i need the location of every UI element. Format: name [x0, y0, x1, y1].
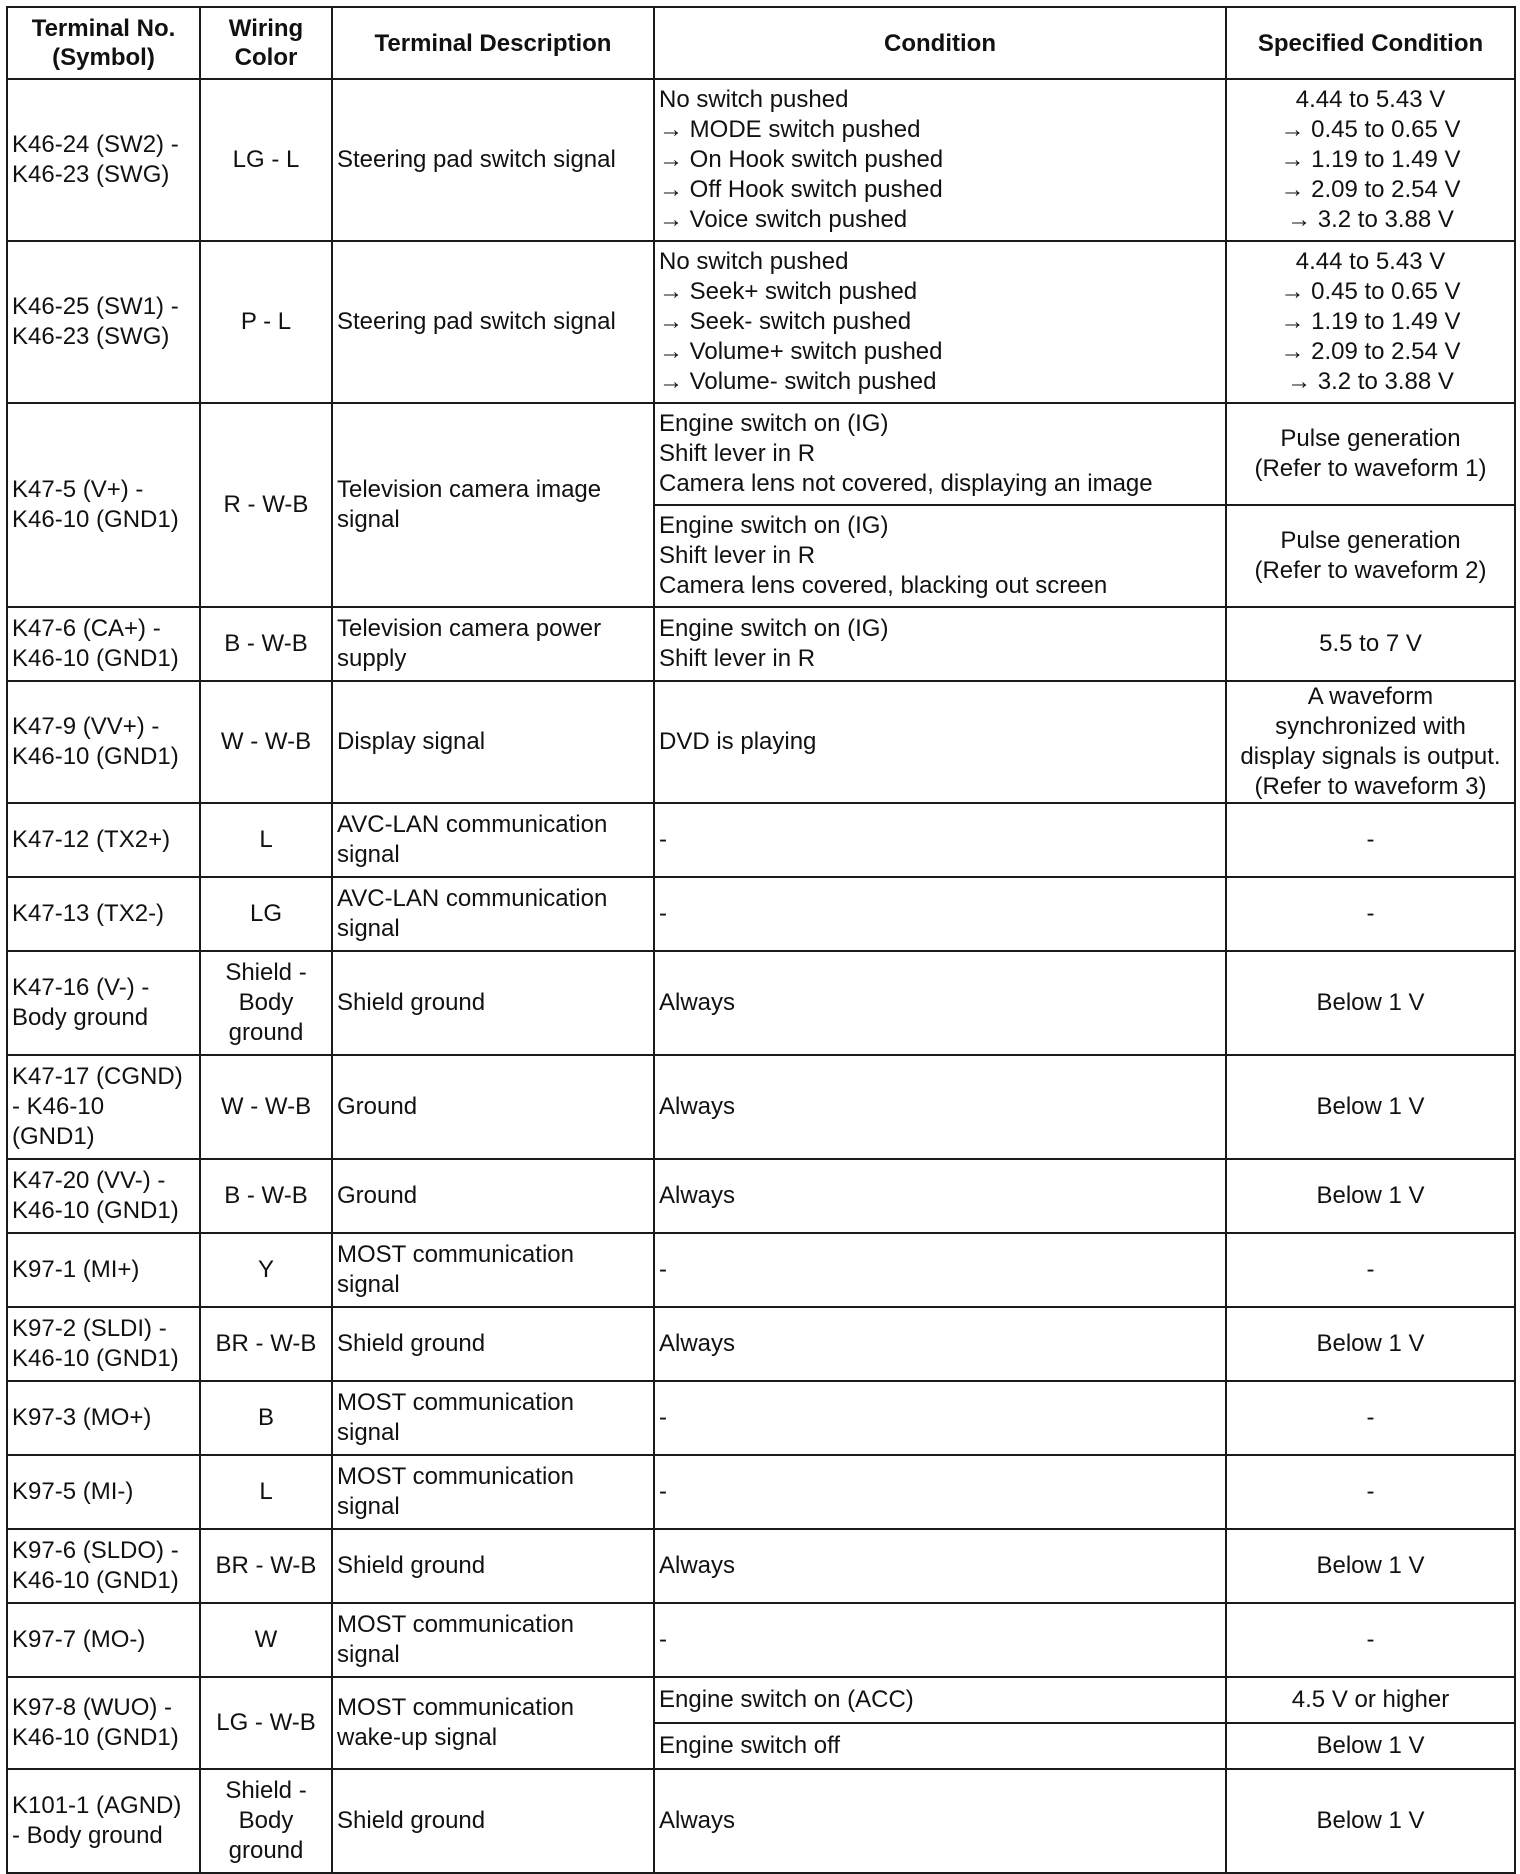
- specified-condition-cell: Below 1 V: [1226, 1723, 1515, 1769]
- table-row: [7, 403, 1515, 505]
- terminal-description-cell: Television camera power supply: [332, 607, 654, 681]
- table-row: [7, 803, 1515, 877]
- condition-cell: Always: [654, 1529, 1226, 1603]
- table-row: [7, 1233, 1515, 1307]
- condition-cell: -: [654, 1603, 1226, 1677]
- header-row: [7, 7, 1515, 79]
- wiring-color-cell: L: [200, 803, 332, 877]
- wiring-color-cell: P - L: [200, 241, 332, 403]
- specified-condition-cell: -: [1226, 1381, 1515, 1455]
- specified-condition-cell: Below 1 V: [1226, 1769, 1515, 1873]
- terminal-cell: K97-6 (SLDO) - K46-10 (GND1): [7, 1529, 200, 1603]
- terminal-cell: K97-1 (MI+): [7, 1233, 200, 1307]
- specified-condition-cell: -: [1226, 1233, 1515, 1307]
- terminal-description-cell: MOST communication wake-up signal: [332, 1677, 654, 1769]
- table-row: [7, 1455, 1515, 1529]
- terminal-description-cell: Shield ground: [332, 1529, 654, 1603]
- wiring-color-cell: B - W-B: [200, 1159, 332, 1233]
- header-specified-condition: Specified Condition: [1226, 7, 1515, 79]
- terminal-cell: K46-24 (SW2) - K46-23 (SWG): [7, 79, 200, 241]
- condition-cell: No switch pushed → MODE switch pushed → On Hook switch pushed → Off Hook switch pushed → Voice switch pushed: [654, 79, 1226, 241]
- terminal-cell: K47-9 (VV+) - K46-10 (GND1): [7, 681, 200, 803]
- wiring-color-cell: LG - W-B: [200, 1677, 332, 1769]
- specified-condition-cell: 4.44 to 5.43 V → 0.45 to 0.65 V → 1.19 to 1.49 V → 2.09 to 2.54 V → 3.2 to 3.88 V: [1226, 79, 1515, 241]
- terminal-cell: K46-25 (SW1) - K46-23 (SWG): [7, 241, 200, 403]
- specified-condition-cell: Below 1 V: [1226, 1055, 1515, 1159]
- table-row: [7, 1603, 1515, 1677]
- specified-condition-cell: 5.5 to 7 V: [1226, 607, 1515, 681]
- specified-condition-cell: Pulse generation (Refer to waveform 2): [1226, 505, 1515, 607]
- table-row: [7, 951, 1515, 1055]
- condition-cell: Always: [654, 951, 1226, 1055]
- condition-cell: Always: [654, 1307, 1226, 1381]
- wiring-color-cell: Y: [200, 1233, 332, 1307]
- condition-cell: No switch pushed → Seek+ switch pushed → Seek- switch pushed → Volume+ switch pushed → Volume- switch pushed: [654, 241, 1226, 403]
- wiring-color-cell: BR - W-B: [200, 1529, 332, 1603]
- header-wiring-color: Wiring Color: [200, 7, 332, 79]
- condition-cell: Engine switch on (ACC): [654, 1677, 1226, 1723]
- terminal-description-cell: Ground: [332, 1159, 654, 1233]
- terminal-description-cell: Ground: [332, 1055, 654, 1159]
- condition-cell: Engine switch off: [654, 1723, 1226, 1769]
- specified-condition-cell: 4.5 V or higher: [1226, 1677, 1515, 1723]
- terminal-cell: K47-6 (CA+) - K46-10 (GND1): [7, 607, 200, 681]
- specified-condition-cell: 4.44 to 5.43 V → 0.45 to 0.65 V → 1.19 to 1.49 V → 2.09 to 2.54 V → 3.2 to 3.88 V: [1226, 241, 1515, 403]
- wiring-color-cell: W - W-B: [200, 681, 332, 803]
- condition-cell: -: [654, 1233, 1226, 1307]
- terminal-cell: K97-8 (WUO) - K46-10 (GND1): [7, 1677, 200, 1769]
- specified-condition-cell: -: [1226, 803, 1515, 877]
- terminal-description-cell: AVC-LAN communication signal: [332, 803, 654, 877]
- header-terminal-description: Terminal Description: [332, 7, 654, 79]
- terminal-cell: K101-1 (AGND) - Body ground: [7, 1769, 200, 1873]
- specified-condition-cell: -: [1226, 877, 1515, 951]
- specified-condition-cell: Below 1 V: [1226, 1307, 1515, 1381]
- wiring-color-cell: Shield - Body ground: [200, 1769, 332, 1873]
- specified-condition-cell: Below 1 V: [1226, 1529, 1515, 1603]
- terminal-description-cell: Shield ground: [332, 951, 654, 1055]
- condition-cell: Engine switch on (IG) Shift lever in R Camera lens not covered, displaying an image: [654, 403, 1226, 505]
- terminal-description-cell: AVC-LAN communication signal: [332, 877, 654, 951]
- terminal-description-cell: Steering pad switch signal: [332, 241, 654, 403]
- condition-cell: DVD is playing: [654, 681, 1226, 803]
- wiring-color-cell: W - W-B: [200, 1055, 332, 1159]
- header-terminal: Terminal No. (Symbol): [7, 7, 200, 79]
- terminal-cell: K47-20 (VV-) - K46-10 (GND1): [7, 1159, 200, 1233]
- terminal-cell: K97-3 (MO+): [7, 1381, 200, 1455]
- specified-condition-cell: Pulse generation (Refer to waveform 1): [1226, 403, 1515, 505]
- terminal-cell: K97-7 (MO-): [7, 1603, 200, 1677]
- wiring-color-cell: Shield - Body ground: [200, 951, 332, 1055]
- table-row: [7, 1529, 1515, 1603]
- header-condition: Condition: [654, 7, 1226, 79]
- specified-condition-cell: Below 1 V: [1226, 951, 1515, 1055]
- terminal-table: [6, 6, 1516, 1874]
- condition-cell: -: [654, 877, 1226, 951]
- terminal-description-cell: Display signal: [332, 681, 654, 803]
- condition-cell: Always: [654, 1769, 1226, 1873]
- table-row: [7, 607, 1515, 681]
- table-row: [7, 79, 1515, 241]
- terminal-description-cell: MOST communication signal: [332, 1603, 654, 1677]
- terminal-description-cell: Shield ground: [332, 1307, 654, 1381]
- table-row: [7, 1381, 1515, 1455]
- specified-condition-cell: Below 1 V: [1226, 1159, 1515, 1233]
- table-row: [7, 681, 1515, 803]
- specified-condition-cell: A waveform synchronized with display signals is output. (Refer to waveform 3): [1226, 681, 1515, 803]
- table-row: [7, 877, 1515, 951]
- condition-cell: -: [654, 1381, 1226, 1455]
- wiring-color-cell: W: [200, 1603, 332, 1677]
- terminal-cell: K47-12 (TX2+): [7, 803, 200, 877]
- terminal-cell: K97-5 (MI-): [7, 1455, 200, 1529]
- wiring-color-cell: B - W-B: [200, 607, 332, 681]
- condition-cell: Always: [654, 1159, 1226, 1233]
- terminal-cell: K47-5 (V+) - K46-10 (GND1): [7, 403, 200, 607]
- condition-cell: -: [654, 1455, 1226, 1529]
- wiring-color-cell: LG: [200, 877, 332, 951]
- wiring-color-cell: R - W-B: [200, 403, 332, 607]
- wiring-color-cell: LG - L: [200, 79, 332, 241]
- wiring-color-cell: B: [200, 1381, 332, 1455]
- terminal-description-cell: MOST communication signal: [332, 1455, 654, 1529]
- wiring-color-cell: L: [200, 1455, 332, 1529]
- terminal-description-cell: Shield ground: [332, 1769, 654, 1873]
- terminal-description-cell: Steering pad switch signal: [332, 79, 654, 241]
- condition-cell: Engine switch on (IG) Shift lever in R: [654, 607, 1226, 681]
- specified-condition-cell: -: [1226, 1603, 1515, 1677]
- terminal-cell: K97-2 (SLDI) - K46-10 (GND1): [7, 1307, 200, 1381]
- table-row: [7, 1159, 1515, 1233]
- table-row: [7, 241, 1515, 403]
- table-row: [7, 1055, 1515, 1159]
- terminal-description-cell: MOST communication signal: [332, 1381, 654, 1455]
- table-header: [7, 7, 1515, 79]
- table-row: [7, 1677, 1515, 1723]
- specified-condition-cell: -: [1226, 1455, 1515, 1529]
- condition-cell: -: [654, 803, 1226, 877]
- terminal-description-cell: Television camera image signal: [332, 403, 654, 607]
- condition-cell: Engine switch on (IG) Shift lever in R Camera lens covered, blacking out screen: [654, 505, 1226, 607]
- condition-cell: Always: [654, 1055, 1226, 1159]
- terminal-cell: K47-13 (TX2-): [7, 877, 200, 951]
- table-body: [7, 79, 1515, 1873]
- table-row: [7, 1769, 1515, 1873]
- terminal-cell: K47-17 (CGND) - K46-10 (GND1): [7, 1055, 200, 1159]
- terminal-cell: K47-16 (V-) - Body ground: [7, 951, 200, 1055]
- wiring-color-cell: BR - W-B: [200, 1307, 332, 1381]
- terminal-description-cell: MOST communication signal: [332, 1233, 654, 1307]
- table-row: [7, 1307, 1515, 1381]
